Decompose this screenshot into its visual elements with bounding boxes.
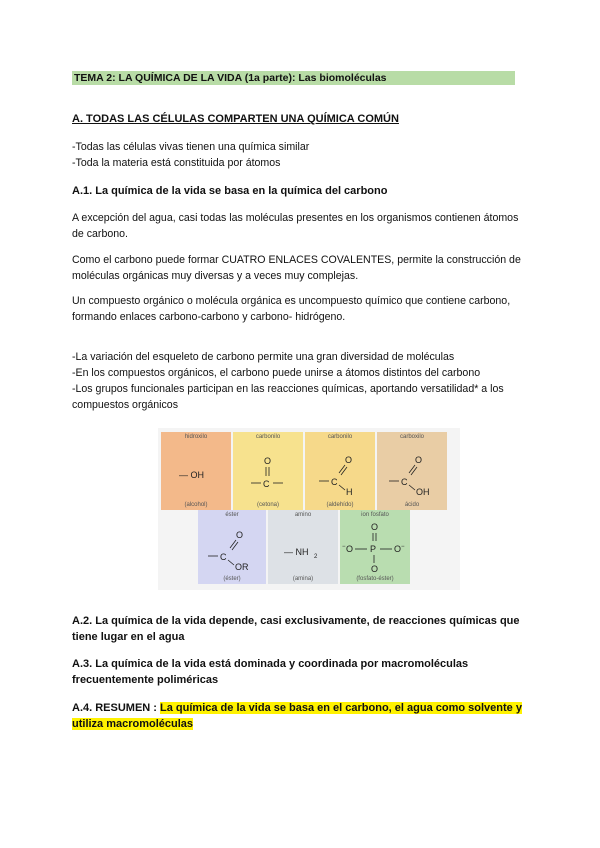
carboxyl-group-card	[377, 432, 447, 510]
group-name: hidroxilo	[184, 434, 208, 440]
double-bond	[341, 467, 347, 475]
atom-c: C	[401, 477, 408, 487]
group-name: amino	[294, 512, 312, 518]
carbon-bullets	[72, 349, 537, 413]
group-sub: (alcohol)	[184, 502, 208, 508]
group-sub: (cetona)	[256, 502, 279, 508]
aldehyde-group-card	[305, 432, 375, 510]
atom-c: C	[331, 477, 338, 487]
atom-o-minus: O	[346, 544, 354, 554]
a4-label: A.4. RESUMEN :	[72, 702, 157, 714]
phosphate-group-card	[340, 510, 410, 584]
atom-o-minus: O	[394, 544, 402, 554]
group-sub: (fosfato-éster)	[356, 576, 394, 582]
group-name: carbonilo	[327, 434, 353, 440]
hydroxyl-structure	[161, 432, 231, 510]
single-bond	[228, 560, 234, 565]
atom-o: O	[345, 455, 353, 465]
single-bond	[409, 485, 415, 490]
intro-bullets	[72, 139, 532, 171]
double-bond	[409, 465, 415, 473]
a1-paragraph-2: Como el carbono puede formar CUATRO ENLACES COVALENTES, permite la construcción de moléculas orgánicas muy diversas y a veces muy complejas.	[72, 254, 521, 282]
group-name: carboxilo	[399, 434, 424, 440]
a1-paragraph-1: A excepción del agua, casi todas las moléculas presentes en los organismos contienen átomos de carbono.	[72, 212, 519, 240]
atom-o: O	[236, 530, 244, 540]
a2-heading: A.2. La química de la vida depende, casi exclusivamente, de reacciones químicas que tiene lugar en el agua	[72, 615, 520, 643]
group-sub: ácido	[404, 502, 420, 508]
group-sub: (éster)	[223, 576, 241, 582]
carboxyl-structure	[377, 432, 447, 510]
double-bond	[339, 465, 345, 473]
bullet-item: -Toda la materia está constituida por átomos	[72, 157, 281, 169]
group-name: carbonilo	[255, 434, 281, 440]
section-a-heading: A. TODAS LAS CÉLULAS COMPARTEN UNA QUÍMICA COMÚN	[72, 113, 399, 125]
aldehyde-structure	[305, 432, 375, 510]
a4-summary	[72, 700, 537, 732]
group-sub: (aldehído)	[326, 502, 354, 508]
bullet-item: -Todas las células vivas tienen una química similar	[72, 141, 310, 153]
bullet-item: -Los grupos funcionales participan en las reacciones químicas, aportando versatilidad* a los compuestos orgánicos	[72, 383, 504, 411]
functional-groups-figure	[158, 428, 460, 590]
atom-o: O	[264, 456, 272, 466]
ketone-structure	[233, 432, 303, 510]
double-bond	[230, 540, 236, 548]
bullet-item: -En los compuestos orgánicos, el carbono puede unirse a átomos distintos del carbono	[72, 367, 481, 379]
amino-group-card	[268, 510, 338, 584]
a3-heading: A.3. La química de la vida está dominada y coordinada por macromoléculas frecuentemente poliméricas	[72, 658, 469, 686]
amino-label: — NH	[284, 547, 309, 557]
ester-group-card	[198, 510, 266, 584]
bullet-item: -La variación del esqueleto de carbono permite una gran diversidad de moléculas	[72, 351, 455, 363]
group-name: éster	[225, 512, 239, 518]
ester-structure	[198, 510, 266, 584]
atom-o: O	[415, 455, 423, 465]
a4-highlight-1: La química de la vida se basa en el carbono, el agua como solvente y	[160, 702, 522, 714]
or-label: OR	[235, 562, 249, 572]
a1-paragraph-3: Un compuesto orgánico o molécula orgánica es uncompuesto químico que contiene carbono, formando enlaces carbono-carbono y carbono- hidrógeno.	[72, 295, 511, 323]
a4-highlight-2: utiliza macromoléculas	[72, 718, 194, 730]
charge-minus: −	[342, 544, 346, 550]
hydroxyl-group-card	[161, 432, 231, 510]
single-bond	[339, 485, 345, 490]
amino-structure	[268, 510, 338, 584]
atom-h: H	[346, 487, 353, 497]
hydroxyl-label: — OH	[179, 470, 205, 480]
ketone-group-card	[233, 432, 303, 510]
double-bond	[411, 467, 417, 475]
atom-p: P	[370, 544, 377, 554]
atom-o: O	[371, 522, 379, 532]
document-title: TEMA 2: LA QUÍMICA DE LA VIDA (1a parte): Las biomoléculas	[72, 71, 515, 85]
atom-o: O	[371, 564, 379, 574]
phosphate-structure	[340, 510, 410, 584]
atom-c: C	[220, 552, 227, 562]
charge-minus: −	[401, 544, 405, 550]
hydroxyl-label: OH	[416, 487, 430, 497]
double-bond	[232, 542, 238, 550]
group-sub: (amina)	[292, 576, 314, 582]
atom-c: C	[263, 479, 270, 489]
a1-heading: A.1. La química de la vida se basa en la química del carbono	[72, 185, 388, 197]
group-name: ion fosfato	[361, 512, 389, 518]
amino-subscript: 2	[314, 554, 318, 560]
